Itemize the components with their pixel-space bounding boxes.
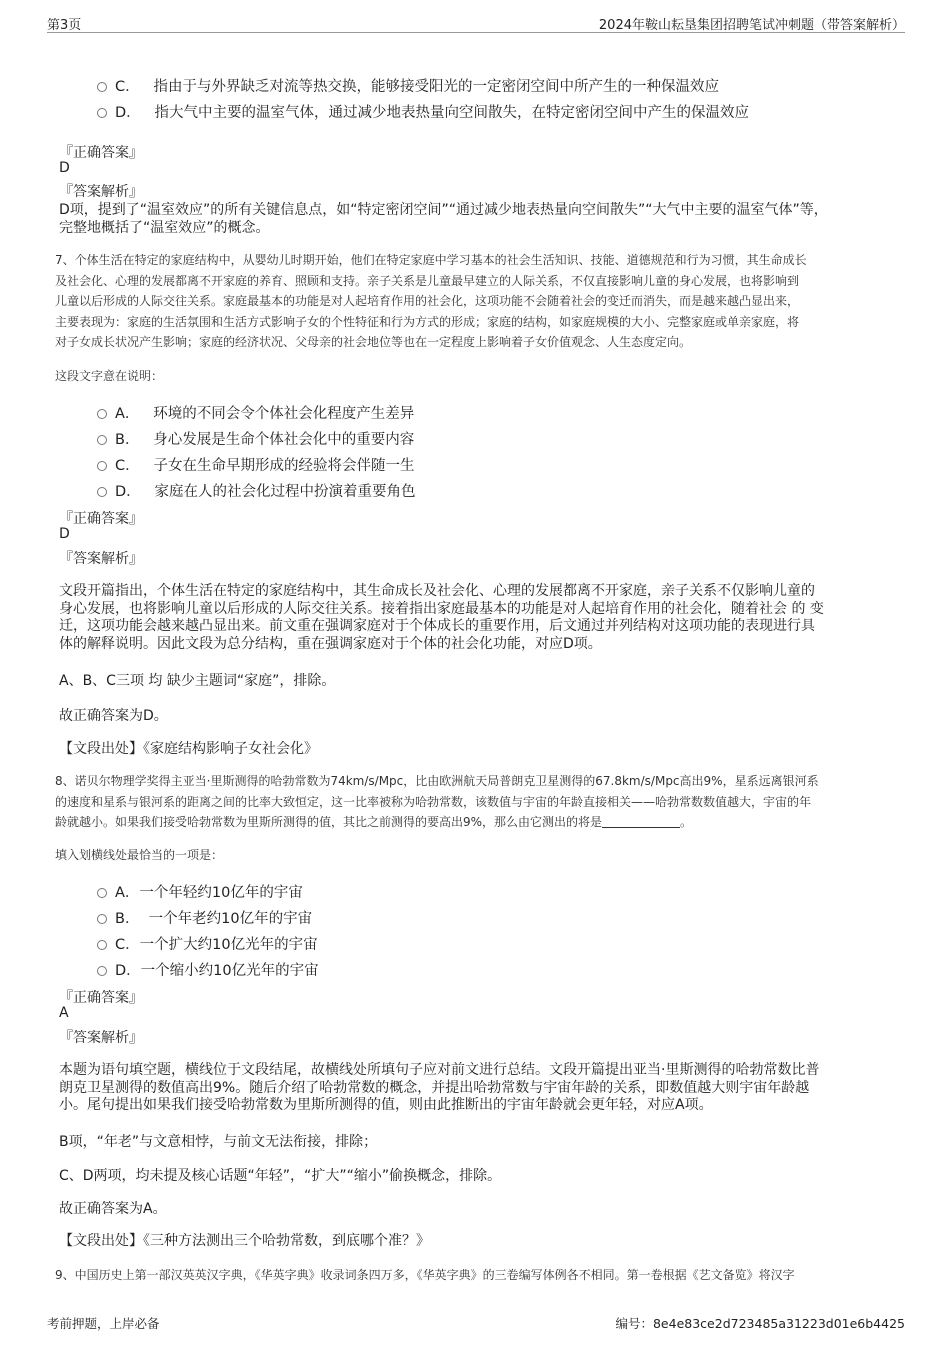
footer-slogan: 考前押题，上岸必备 <box>47 1316 160 1331</box>
q8-option-b[interactable]: B． 一个年老约10亿年的宇宙 <box>97 907 312 928</box>
radio-icon[interactable] <box>97 940 107 950</box>
q6-analysis-line: D项，提到了“温室效应”的所有关键信息点，如“特定密闭空间”“通过减少地表热量向空间散失”“大气中主要的温室气体”等， <box>59 202 828 218</box>
document-title: 2024年鞍山耘垦集团招聘笔试冲刺题（带答案解析） <box>598 18 905 33</box>
q6-option-d[interactable]: D． 指大气中主要的温室气体，通过减少地表热量向空间散失，在特定密闭空间中产生的保温效应 <box>97 101 749 122</box>
q7-analysis-label: 『答案解析』 <box>59 551 143 567</box>
q7-option-a[interactable]: A． 环境的不同会令个体社会化程度产生差异 <box>97 402 414 423</box>
q8-answer: A <box>59 1005 69 1021</box>
q6-answer-label: 『正确答案』 <box>59 145 143 161</box>
q6-option-c[interactable]: C． 指由于与外界缺乏对流等热交换，能够接受阳光的一定密闭空间中所产生的一种保温效应 <box>97 75 719 96</box>
radio-icon[interactable] <box>97 966 107 976</box>
q7-answer: D <box>59 526 70 542</box>
q8-exclude-cd: C、D两项，均未提及核心话题“年轻”，“扩大”“缩小”偷换概念，排除。 <box>59 1168 502 1184</box>
q8-option-d[interactable]: D．一个缩小约10亿光年的宇宙 <box>97 959 319 980</box>
q7-stem: 7、个体生活在特定的家庭结构中，从婴幼儿时期开始，他们在特定家庭中学习基本的社会生活知识、技能、道德规范和行为习惯，其生命成长 及社会化、心理的发展都离不开家庭的养育、照顾和支持。亲子关系是儿童最早建立的人际关系，不仅直接影响儿童的身心发展，也将影响到 儿童以后形成的人际交往关系。家庭最基本的功能是对人起培育作用的社会化，这项功能不会随着社会的变迁而消失，而是越来越凸显出来， 主要表现为：家庭的生活氛围和生活方式影响子女的个性特征和行为方式的形成；家庭的结构，如家庭规模的大小、完整家庭或单亲家庭，将 对子女成长状况产生影响；家庭的经济状况、父母亲的社会地位等也在一定程度上影响着子女价值观念、人生态度定向。 <box>55 253 807 349</box>
q8-prompt: 填入划横线处最恰当的一项是： <box>55 848 224 862</box>
q8-answer-label: 『正确答案』 <box>59 990 143 1006</box>
q6-analysis-label: 『答案解析』 <box>59 184 143 200</box>
page-header <box>47 14 905 33</box>
radio-icon[interactable] <box>97 108 107 118</box>
q6-answer: D <box>59 160 70 176</box>
q7-analysis: 文段开篇指出，个体生活在特定的家庭结构中，其生命成长及社会化、心理的发展都离不开家庭，亲子关系不仅影响儿童的 身心发展，也将影响儿童以后形成的人际交往关系。接着指出家庭最基本的功能是对人起培育作用的社会化，随着社会 的 变 迁，这项功能会越来越凸显出来。前文重在强调家庭对于个体成长的重要作用，后文通过并列结构对这项功能的表现进行具 体的解释说明。因此文段为总分结构，重在强调家庭对于个体的社会化功能，对应D项。 <box>59 583 824 652</box>
q8-analysis: 本题为语句填空题，横线位于文段结尾，故横线处所填句子应对前文进行总结。文段开篇提出亚当·里斯测得的哈勃常数比普 朗克卫星测得的数值高出9%。随后介绍了哈勃常数的概念，并提出哈勃常数与宇宙年龄的关系，即数值越大则宇宙年龄越 小。尾句提出如果我们接受哈勃常数为里斯所测得的值，则由此推断出的宇宙年龄就会更年轻，对应A项。 <box>59 1062 820 1113</box>
q8-option-a[interactable]: A．一个年轻约10亿年的宇宙 <box>97 881 303 902</box>
q7-option-c[interactable]: C． 子女在生命早期形成的经验将会伴随一生 <box>97 454 414 475</box>
q9-stem: 9、中国历史上第一部汉英英汉字典，《华英字典》收录词条四万多，《华英字典》的三卷编写体例各不相同。第一卷根据《艺文备览》将汉字 <box>55 1268 795 1282</box>
q8-source: 【文段出处】《三种方法测出三个哈勃常数，到底哪个准？》 <box>59 1233 430 1249</box>
q8-exclude-b: B项，“年老”与文意相悖，与前文无法衔接，排除； <box>59 1134 378 1150</box>
q6-analysis-line: 完整地概括了“温室效应”的概念。 <box>59 220 270 236</box>
q8-option-c[interactable]: C．一个扩大约10亿光年的宇宙 <box>97 933 318 954</box>
q8-analysis-label: 『答案解析』 <box>59 1030 143 1046</box>
q7-source: 【文段出处】《家庭结构影响子女社会化》 <box>59 741 318 757</box>
page-number: 第3页 <box>47 18 82 33</box>
q8-conclusion: 故正确答案为A。 <box>59 1201 167 1217</box>
q7-option-d[interactable]: D． 家庭在人的社会化过程中扮演着重要角色 <box>97 480 416 501</box>
radio-icon[interactable] <box>97 461 107 471</box>
q7-answer-label: 『正确答案』 <box>59 511 143 527</box>
q7-exclude: A、B、C三项 均 缺少主题词“家庭”，排除。 <box>59 673 336 689</box>
radio-icon[interactable] <box>97 914 107 924</box>
radio-icon[interactable] <box>97 409 107 419</box>
radio-icon[interactable] <box>97 82 107 92</box>
fill-blank <box>602 815 680 828</box>
q8-stem: 8、诺贝尔物理学奖得主亚当·里斯测得的哈勃常数为74km/s/Mpc，比由欧洲航天局普朗克卫星测得的67.8km/s/Mpc高出9%，星系远离银河系 的速度和星系与银河系的距离之间的比率大致恒定，这一比率被称为哈勃常数，该数值与宇宙的年龄直接相关——哈勃常数数值越大，宇宙的年 龄就越小。如果我们接受哈勃常数为里斯所测得的值，其比之前测得的要高出9%，那么由它测出的将是 。 <box>55 774 819 829</box>
q7-prompt: 这段文字意在说明： <box>55 369 164 383</box>
q7-option-b[interactable]: B． 身心发展是生命个体社会化中的重要内容 <box>97 428 414 449</box>
footer-code: 编号：8e4e83ce2d723485a31223d01e6b4425 <box>615 1316 905 1331</box>
radio-icon[interactable] <box>97 435 107 445</box>
radio-icon[interactable] <box>97 888 107 898</box>
radio-icon[interactable] <box>97 487 107 497</box>
q7-conclusion: 故正确答案为D。 <box>59 708 168 724</box>
